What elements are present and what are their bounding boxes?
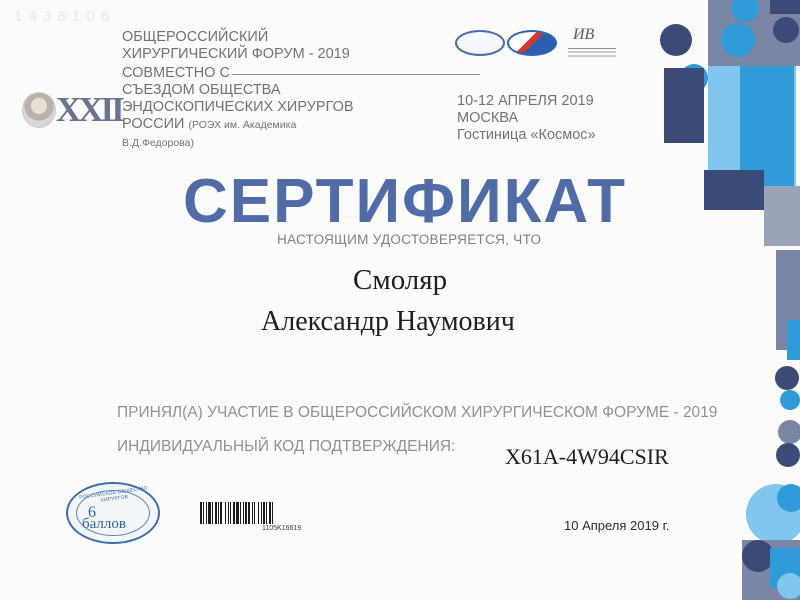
recipient-surname: Смоляр xyxy=(353,264,448,296)
issue-date: 10 Апреля 2019 г. xyxy=(564,518,670,533)
congress-line2: ЭНДОСКОПИЧЕСКИХ ХИРУРГОВ xyxy=(122,99,354,115)
society-logo-1 xyxy=(455,30,505,56)
congress-numeral: XXII xyxy=(56,90,122,129)
faint-watermark: 1 4 3 8 1 0 6 xyxy=(14,8,111,25)
barcode xyxy=(200,502,337,524)
congress-note: (РОЭХ им. Академика В.Д.Федорова) xyxy=(122,119,297,149)
event-dates: 10-12 АПРЕЛЯ 2019 xyxy=(457,93,594,109)
recipient-given-names: Александр Наумович xyxy=(261,306,515,337)
certificate-title-row xyxy=(0,166,800,237)
participation-statement: ПРИНЯЛ(А) УЧАСТИЕ В ОБЩЕРОССИЙСКОМ ХИРУРГИЧЕСКОМ ФОРУМЕ - 2019 xyxy=(117,404,718,421)
stamp-organization: РОССИЙСКОЕ ОБЩЕСТВО ХИРУРГОВ xyxy=(78,485,149,504)
congress-line1: СЪЕЗДОМ ОБЩЕСТВА xyxy=(122,82,281,98)
together-with-label: СОВМЕСТНО С xyxy=(122,65,362,82)
organizer-logos xyxy=(455,28,615,62)
society-logo-2 xyxy=(507,30,557,56)
institute-logo: ИВ xyxy=(573,26,595,43)
event-venue: Гостиница «Космос» xyxy=(457,127,596,143)
forum-title-line2: ХИРУРГИЧЕСКИЙ ФОРУМ - 2019 xyxy=(122,46,350,62)
congress-line3: РОССИИ xyxy=(122,116,185,132)
certificate-subtitle: НАСТОЯЩИМ УДОСТОВЕРЯЕТСЯ, ЧТО xyxy=(277,232,542,247)
forum-header xyxy=(122,29,362,152)
points-stamp xyxy=(66,482,160,544)
event-city: МОСКВА xyxy=(457,110,519,126)
portrait-photo xyxy=(22,92,56,128)
certificate-title: СЕРТИФИКАТ xyxy=(183,167,627,236)
event-info xyxy=(457,93,596,144)
confirmation-code-label: ИНДИВИДУАЛЬНЫЙ КОД ПОДТВЕРЖДЕНИЯ: xyxy=(117,438,456,455)
forum-title-line1: ОБЩЕРОССИЙСКИЙ xyxy=(122,29,269,45)
stamp-points: 6 xyxy=(88,504,96,521)
institute-logo-caption xyxy=(568,48,616,58)
stamp-points-label: баллов xyxy=(82,516,126,532)
barcode-number: 1105K16619 xyxy=(262,525,302,532)
confirmation-code: X61A-4W94CSIR xyxy=(505,444,669,469)
congress-line3-row xyxy=(122,116,362,152)
